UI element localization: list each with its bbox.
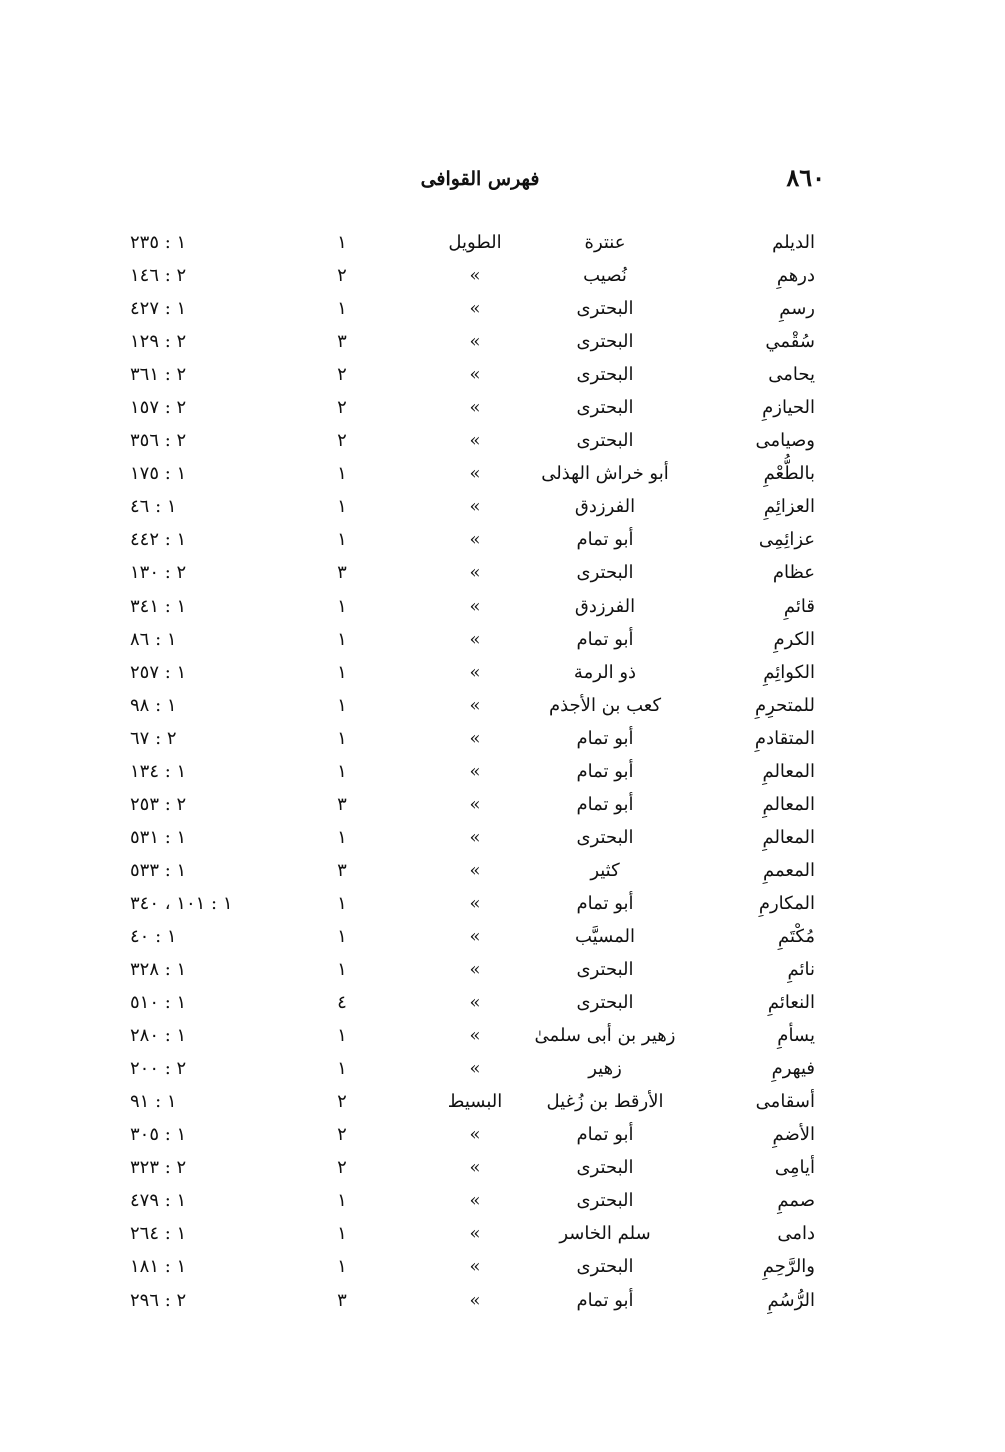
rhyme-cell: الكرمِ xyxy=(773,628,815,650)
reference-cell: ١ : ٣٢٨ xyxy=(130,959,187,981)
meter-cell: » xyxy=(469,1025,481,1047)
reference-cell: ١ : ٢٥٧ xyxy=(130,661,187,683)
meter-cell: » xyxy=(469,1058,481,1080)
line-count-cell: ٢ xyxy=(337,1124,347,1146)
table-row xyxy=(0,854,1005,887)
meter-cell: » xyxy=(469,595,481,617)
meter-cell: » xyxy=(469,959,481,981)
table-row xyxy=(0,689,1005,722)
meter-cell: » xyxy=(469,463,481,485)
poet-cell: البحترى xyxy=(576,298,634,320)
meter-cell: » xyxy=(469,760,481,782)
rhyme-cell: العزائِمِ xyxy=(763,496,815,518)
meter-cell: » xyxy=(469,628,481,650)
table-row xyxy=(0,391,1005,424)
meter-cell: » xyxy=(469,529,481,551)
poet-cell: زهير xyxy=(588,1058,622,1080)
reference-cell: ١ : ٢٨٠ xyxy=(130,1025,187,1047)
table-row xyxy=(0,1118,1005,1151)
table-row xyxy=(0,986,1005,1019)
reference-cell: ٢ : ٢٥٣ xyxy=(130,793,187,815)
poet-cell: البحترى xyxy=(576,397,634,419)
table-row xyxy=(0,226,1005,259)
poet-cell: البحترى xyxy=(576,331,634,353)
poet-cell: البحترى xyxy=(576,1256,634,1278)
poet-cell: سلم الخاسر xyxy=(559,1223,651,1245)
line-count-cell: ١ xyxy=(337,892,347,914)
meter-cell: البسيط xyxy=(447,1091,503,1113)
line-count-cell: ١ xyxy=(337,463,347,485)
reference-cell: ١ : ٤٤٢ xyxy=(130,529,187,551)
page-number: ٨٦٠ xyxy=(786,163,825,192)
reference-cell: ١ : ٢٣٥ xyxy=(130,232,187,253)
poet-cell: أبو تمام xyxy=(576,1124,634,1146)
rhyme-cell: يحامى xyxy=(768,364,815,386)
rhyme-cell: أيامِى xyxy=(774,1157,815,1179)
rhyme-cell: رسمِ xyxy=(779,298,815,320)
rhyme-cell: الديلم xyxy=(772,232,815,253)
reference-cell: ١ : ٥٣٣ xyxy=(130,859,187,881)
rhyme-cell: قائمِ xyxy=(783,595,815,617)
meter-cell: » xyxy=(469,826,481,848)
poet-cell: أبو تمام xyxy=(576,628,634,650)
table-row xyxy=(0,887,1005,920)
table-row xyxy=(0,1019,1005,1052)
table-row xyxy=(0,953,1005,986)
poet-cell: أبو تمام xyxy=(576,1289,634,1311)
table-row xyxy=(0,590,1005,623)
line-count-cell: ٣ xyxy=(337,1289,347,1311)
table-row xyxy=(0,358,1005,391)
line-count-cell: ١ xyxy=(337,1223,347,1245)
table-row xyxy=(0,1217,1005,1250)
line-count-cell: ١ xyxy=(337,1058,347,1080)
meter-cell: » xyxy=(469,496,481,518)
poet-cell: البحترى xyxy=(576,364,634,386)
poet-cell: أبو تمام xyxy=(576,529,634,551)
reference-cell: ٢ : ٣٦١ xyxy=(130,364,187,386)
meter-cell: » xyxy=(469,364,481,386)
reference-cell: ١ : ١٨١ xyxy=(130,1256,187,1278)
reference-cell: ١ : ٩١ xyxy=(130,1091,177,1113)
table-row xyxy=(0,1151,1005,1184)
table-row xyxy=(0,755,1005,788)
line-count-cell: ٢ xyxy=(337,265,347,287)
meter-cell: » xyxy=(469,892,481,914)
line-count-cell: ١ xyxy=(337,1025,347,1047)
meter-cell: » xyxy=(469,992,481,1014)
rhyme-cell: المعالمِ xyxy=(762,793,815,815)
poet-cell: أبو خراش الهذلى xyxy=(541,463,669,485)
meter-cell: » xyxy=(469,331,481,353)
rhyme-cell: المعالمِ xyxy=(762,760,815,782)
table-row xyxy=(0,1284,1005,1317)
reference-cell: ٢ : ٢٩٦ xyxy=(130,1289,187,1311)
poet-cell: نُصيب xyxy=(583,265,627,287)
reference-cell: ١ : ٤٧٩ xyxy=(130,1190,187,1212)
rhyme-cell: الكوائِمِ xyxy=(763,661,815,683)
rhyme-cell: دامى xyxy=(777,1223,815,1245)
rhyme-cell: المعالمِ xyxy=(762,826,815,848)
line-count-cell: ١ xyxy=(337,232,347,253)
line-count-cell: ٣ xyxy=(337,562,347,584)
table-row xyxy=(0,920,1005,953)
rhyme-cell: الأضمِ xyxy=(772,1124,815,1146)
table-row xyxy=(0,623,1005,656)
rhyme-cell: المتقادمِ xyxy=(754,727,815,749)
meter-cell: » xyxy=(469,1256,481,1278)
reference-cell: ٢ : ٣٢٣ xyxy=(130,1157,187,1179)
reference-cell: ١ : ٨٦ xyxy=(130,628,177,650)
rhyme-cell: مُكْتَمِ xyxy=(778,925,815,947)
reference-cell: ١ : ١٧٥ xyxy=(130,463,187,485)
rhyme-cell: صممِ xyxy=(777,1190,815,1212)
line-count-cell: ٢ xyxy=(337,397,347,419)
reference-cell: ١ : ٥١٠ xyxy=(130,992,187,1014)
table-row xyxy=(0,490,1005,523)
meter-cell: » xyxy=(469,793,481,815)
reference-cell: ٢ : ٣٥٦ xyxy=(130,430,187,452)
reference-cell: ١ : ٣٠٥ xyxy=(130,1124,187,1146)
reference-cell: ١ : ٣٤١ xyxy=(130,595,187,617)
line-count-cell: ١ xyxy=(337,826,347,848)
table-row xyxy=(0,424,1005,457)
rhyme-cell: عظام xyxy=(772,562,815,584)
table-row xyxy=(0,1085,1005,1118)
meter-cell: » xyxy=(469,1124,481,1146)
rhyme-cell: يسأمِ xyxy=(777,1025,815,1047)
rhyme-cell: فيهرمِ xyxy=(771,1058,815,1080)
rhyme-cell: والرَّحِمِ xyxy=(762,1256,815,1278)
table-row xyxy=(0,457,1005,490)
table-row xyxy=(0,788,1005,821)
line-count-cell: ٤ xyxy=(337,992,347,1014)
table-row xyxy=(0,556,1005,589)
rhyme-cell: أسقامى xyxy=(755,1091,815,1113)
line-count-cell: ١ xyxy=(337,529,347,551)
reference-cell: ٢ : ٢٠٠ xyxy=(130,1058,187,1080)
page-title: فهرس القوافى xyxy=(420,168,540,190)
line-count-cell: ١ xyxy=(337,1190,347,1212)
meter-cell: » xyxy=(469,397,481,419)
meter-cell: » xyxy=(469,265,481,287)
reference-cell: ١ : ٤٠ xyxy=(130,925,177,947)
meter-cell: » xyxy=(469,1289,481,1311)
poet-cell: أبو تمام xyxy=(576,727,634,749)
poet-cell: البحترى xyxy=(576,1190,634,1212)
meter-cell: » xyxy=(469,1223,481,1245)
line-count-cell: ٣ xyxy=(337,859,347,881)
rhyme-cell: بالطُّعْمِ xyxy=(763,463,815,485)
line-count-cell: ١ xyxy=(337,298,347,320)
reference-cell: ٢ : ١٤٦ xyxy=(130,265,187,287)
poet-cell: الفرزدق xyxy=(574,595,636,617)
rhyme-cell: المعممِ xyxy=(763,859,815,881)
poet-cell: كعب بن الأجذم xyxy=(548,694,662,716)
poet-cell: أبو تمام xyxy=(576,892,634,914)
meter-cell: » xyxy=(469,1190,481,1212)
line-count-cell: ١ xyxy=(337,1256,347,1278)
table-row xyxy=(0,722,1005,755)
line-count-cell: ١ xyxy=(337,628,347,650)
meter-cell: » xyxy=(469,727,481,749)
line-count-cell: ٣ xyxy=(337,331,347,353)
reference-cell: ٢ : ١٢٩ xyxy=(130,331,187,353)
poet-cell: كثير xyxy=(590,859,620,881)
reference-cell: ١ : ٢٦٤ xyxy=(130,1223,187,1245)
poet-cell: ذو الرمة xyxy=(573,661,637,683)
meter-cell: » xyxy=(469,694,481,716)
line-count-cell: ١ xyxy=(337,760,347,782)
table-row xyxy=(0,325,1005,358)
rhyme-cell: درهمِ xyxy=(776,265,815,287)
table-row xyxy=(0,656,1005,689)
line-count-cell: ٢ xyxy=(337,1157,347,1179)
poet-cell: البحترى xyxy=(576,992,634,1014)
line-count-cell: ١ xyxy=(337,925,347,947)
poet-cell: البحترى xyxy=(576,959,634,981)
table-row xyxy=(0,1052,1005,1085)
rhyme-cell: النعائمِ xyxy=(767,992,815,1014)
reference-cell: ٢ : ١٣٠ xyxy=(130,562,187,584)
poet-cell: البحترى xyxy=(576,562,634,584)
poet-cell: المسيَّب xyxy=(574,925,636,947)
reference-cell: ١ : ٤٦ xyxy=(130,496,177,518)
line-count-cell: ٢ xyxy=(337,430,347,452)
poet-cell: البحترى xyxy=(576,826,634,848)
table-row xyxy=(0,821,1005,854)
reference-cell: ١ : ١٣٤ xyxy=(130,760,187,782)
line-count-cell: ٢ xyxy=(337,364,347,386)
meter-cell: » xyxy=(469,661,481,683)
rhyme-cell: نائمِ xyxy=(787,959,815,981)
line-count-cell: ١ xyxy=(337,959,347,981)
rhyme-index-table xyxy=(0,226,1005,1317)
rhyme-cell: عزائِمِى xyxy=(758,529,815,551)
meter-cell: » xyxy=(469,859,481,881)
table-row xyxy=(0,523,1005,556)
reference-cell: ١ : ٤٢٧ xyxy=(130,298,187,320)
reference-cell: ١ : ٥٣١ xyxy=(130,826,187,848)
poet-cell: الأرقط بن زُغيل xyxy=(546,1091,664,1113)
reference-cell: ١ : ٩٨ xyxy=(130,694,177,716)
poet-cell: الفرزدق xyxy=(574,496,636,518)
table-row xyxy=(0,1184,1005,1217)
rhyme-cell: المكارمِ xyxy=(758,892,815,914)
poet-cell: البحترى xyxy=(576,430,634,452)
poet-cell: زهير بن أبى سلمىٰ xyxy=(534,1025,676,1047)
poet-cell: أبو تمام xyxy=(576,760,634,782)
reference-cell: ١ : ١٠١ ، ٣٤٠ xyxy=(130,892,233,914)
line-count-cell: ١ xyxy=(337,595,347,617)
line-count-cell: ٢ xyxy=(337,1091,347,1113)
poet-cell: البحترى xyxy=(576,1157,634,1179)
poet-cell: عنترة xyxy=(584,232,626,253)
line-count-cell: ١ xyxy=(337,496,347,518)
reference-cell: ٢ : ١٥٧ xyxy=(130,397,187,419)
table-row xyxy=(0,259,1005,292)
line-count-cell: ١ xyxy=(337,661,347,683)
line-count-cell: ٣ xyxy=(337,793,347,815)
rhyme-cell: الرُّسُمِ xyxy=(767,1289,815,1311)
meter-cell: » xyxy=(469,1157,481,1179)
line-count-cell: ١ xyxy=(337,727,347,749)
line-count-cell: ١ xyxy=(337,694,347,716)
meter-cell: » xyxy=(469,430,481,452)
meter-cell: » xyxy=(469,298,481,320)
table-row xyxy=(0,292,1005,325)
rhyme-cell: الحيازمِ xyxy=(762,397,815,419)
poet-cell: أبو تمام xyxy=(576,793,634,815)
rhyme-cell: وصيامى xyxy=(755,430,815,452)
meter-cell: » xyxy=(469,562,481,584)
meter-cell: الطويل xyxy=(448,232,502,253)
table-row xyxy=(0,1250,1005,1283)
rhyme-cell: للمتحرِمِ xyxy=(755,694,815,716)
meter-cell: » xyxy=(469,925,481,947)
reference-cell: ٢ : ٦٧ xyxy=(130,727,177,749)
rhyme-cell: سُقْمي xyxy=(765,331,815,353)
